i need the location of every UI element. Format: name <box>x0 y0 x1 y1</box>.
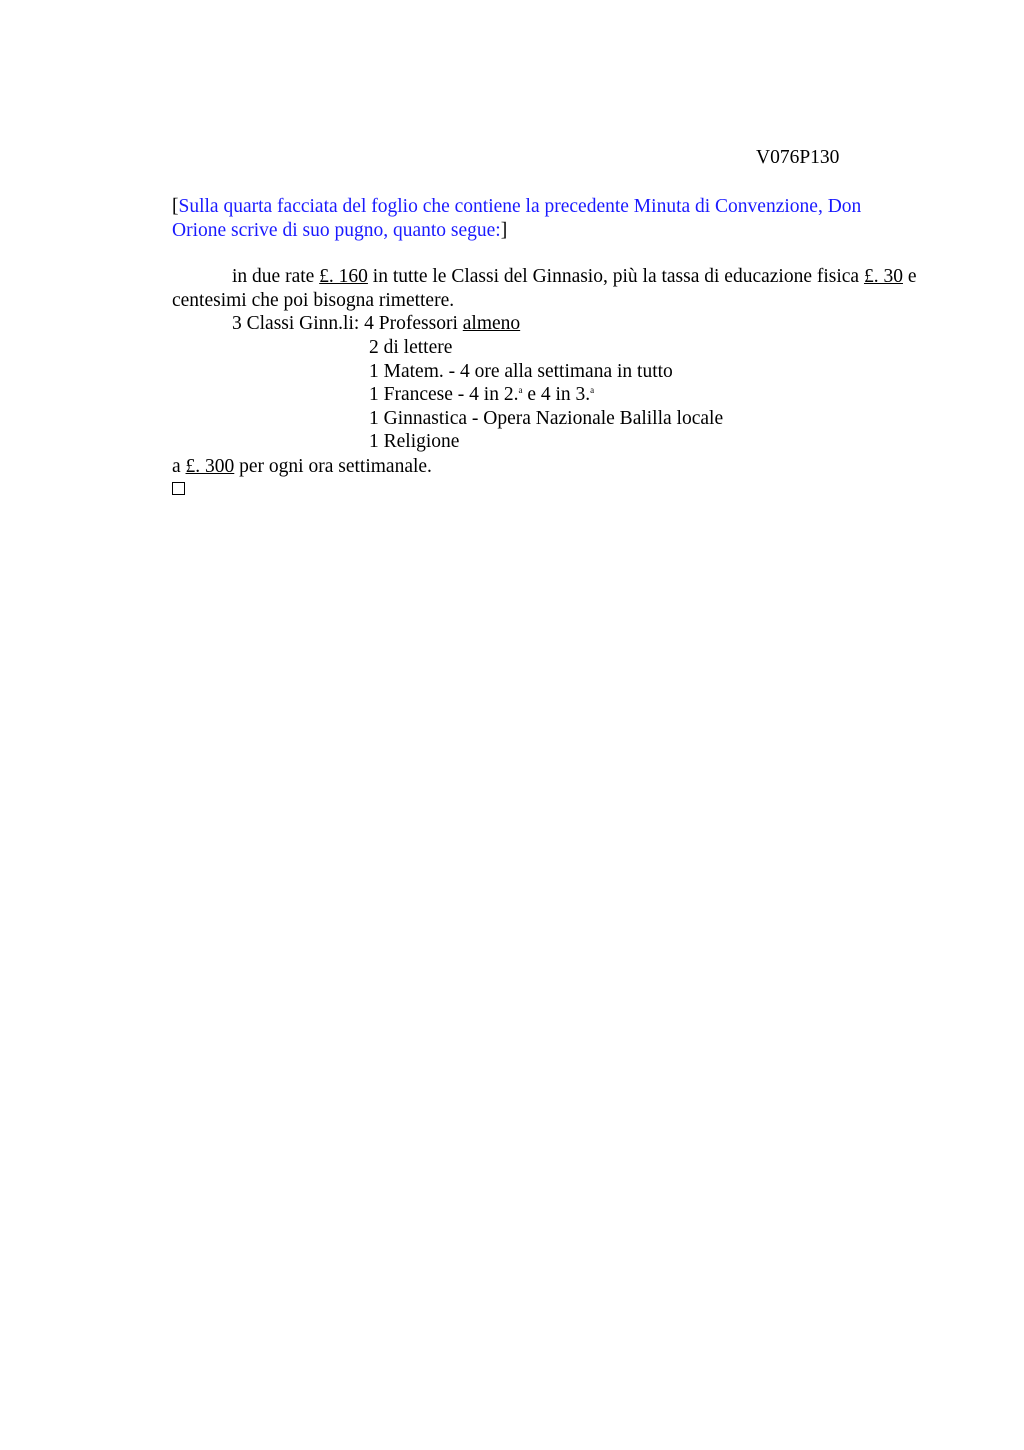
closing-text-1: a <box>172 456 186 477</box>
classes-emphasis: almeno <box>462 313 521 335</box>
superscript: a <box>518 385 523 396</box>
rate-amount-300: £. 300 <box>185 456 235 477</box>
list-item-text: e 4 in 3. <box>522 384 591 406</box>
professors-list <box>369 336 723 454</box>
fees-text-1: in due rate <box>232 266 320 287</box>
editorial-note <box>172 195 912 242</box>
page-id: V076P130 <box>756 147 840 168</box>
superscript: a <box>590 385 595 396</box>
list-item <box>369 383 723 407</box>
list-item: 1 Matem. - 4 ore alla settimana in tutto <box>369 360 673 382</box>
list-item: 2 di lettere <box>369 337 453 358</box>
fee-amount-160: £. 160 <box>319 266 368 287</box>
fees-text-3: e centesimi che poi bisogna rimettere. <box>172 266 917 311</box>
classes-text: 3 Classi Ginn.li: 4 Professori <box>232 313 463 335</box>
closing-text-2: per ogni ora settimanale. <box>234 456 432 477</box>
closing-line <box>172 455 432 479</box>
fees-text-2: in tutte le Classi del Ginnasio, più la tassa di educazione fisica <box>367 266 864 287</box>
letter-body <box>172 265 924 336</box>
classes-line <box>172 312 924 336</box>
note-open-bracket: [ <box>172 196 179 217</box>
fees-paragraph <box>172 265 924 312</box>
fee-amount-30: £. 30 <box>863 266 903 287</box>
checkbox-icon <box>172 482 185 495</box>
list-item-text: 1 Francese - 4 in 2. <box>369 384 519 406</box>
list-item: 1 Religione <box>369 431 460 453</box>
list-item: 1 Ginnastica - Opera Nazionale Balilla locale <box>369 407 724 429</box>
note-close-bracket: ] <box>500 219 508 241</box>
note-text: Sulla quarta facciata del foglio che contiene la precedente Minuta di Convenzione, Don Orione scrive di suo pugno, quanto segue: <box>172 196 862 241</box>
